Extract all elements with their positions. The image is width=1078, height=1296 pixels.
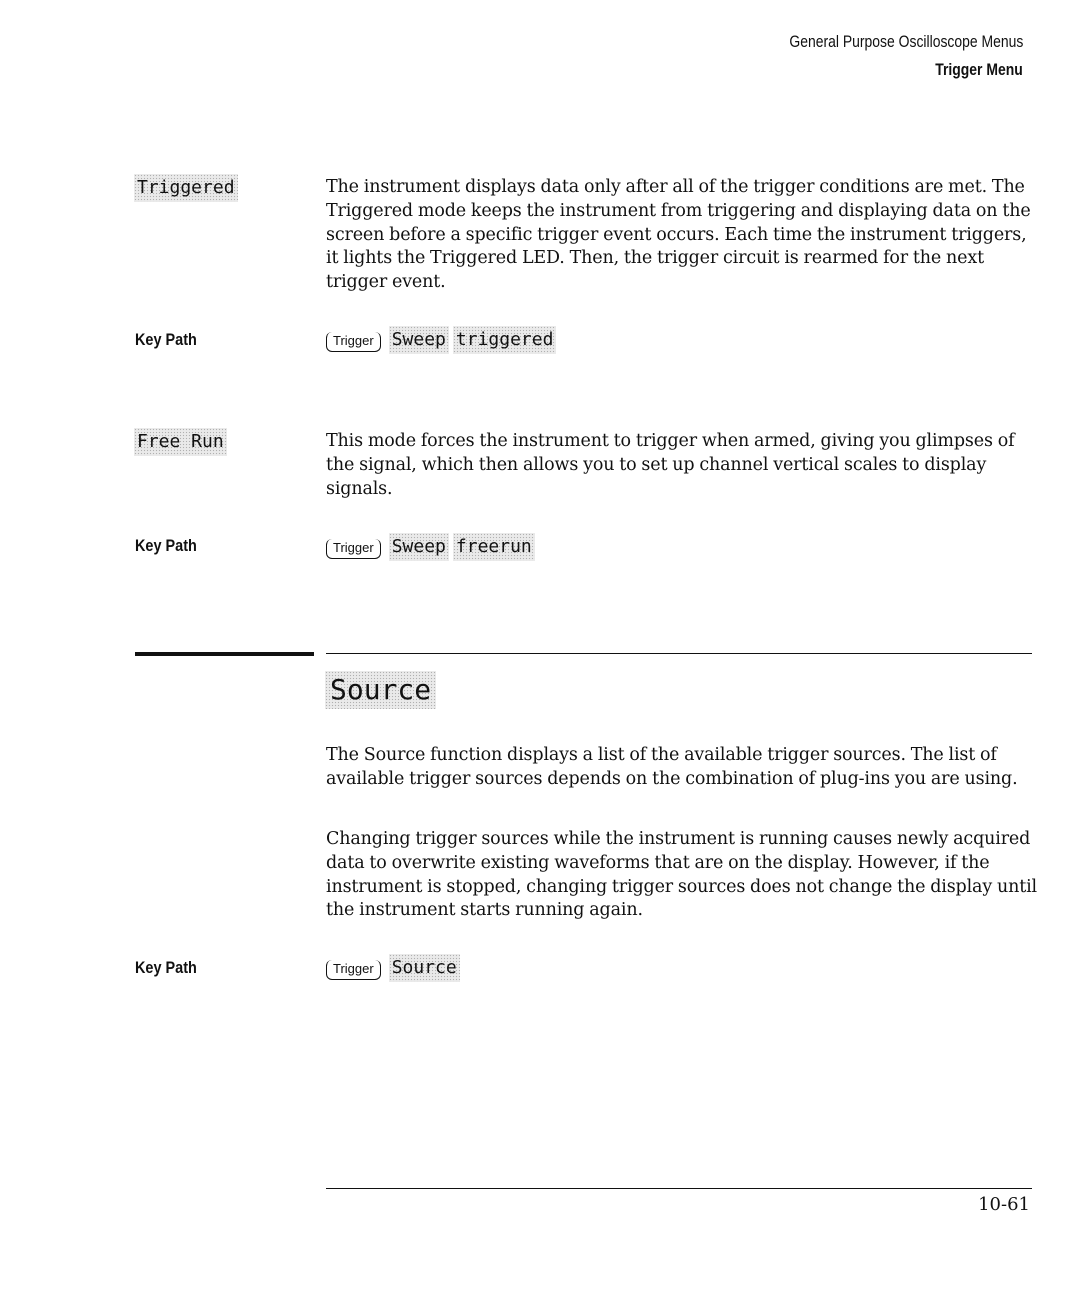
free-run-softkey: Free Run bbox=[134, 428, 227, 456]
sweep-softkey: Sweep bbox=[389, 326, 449, 354]
trigger-hardkey: Trigger bbox=[326, 960, 381, 980]
triggered-mode-softkey: triggered bbox=[453, 326, 557, 354]
section-rule-thin bbox=[326, 653, 1032, 654]
trigger-hardkey: Trigger bbox=[326, 539, 381, 559]
running-header-chapter: Trigger Menu bbox=[935, 60, 1023, 79]
source-heading: Source bbox=[325, 671, 436, 709]
triggered-key-path-label: Key Path bbox=[135, 330, 197, 349]
free-run-key-path bbox=[326, 533, 535, 561]
free-run-key-path-label: Key Path bbox=[135, 536, 197, 555]
section-rule-thick bbox=[135, 652, 314, 656]
page-number: 10-61 bbox=[978, 1194, 1030, 1215]
triggered-softkey: Triggered bbox=[134, 174, 238, 202]
source-paragraph-1: The Source function displays a list of the available trigger sources. The list of available trigger sources depends on the combination of plug-ins you are using. bbox=[326, 745, 1018, 789]
source-key-path bbox=[326, 954, 460, 982]
source-key-path-label: Key Path bbox=[135, 958, 197, 977]
free-run-description: This mode forces the instrument to trigger when armed, giving you glimpses of the signal, which then allows you to set up channel vertical scales to display signals. bbox=[326, 431, 1015, 499]
source-paragraph-2: Changing trigger sources while the instrument is running causes newly acquired data to overwrite existing waveforms that are on the display. However, if the instrument is stopped, changing trigger sources does not change the display until the instrument starts running again. bbox=[326, 829, 1038, 921]
footer-rule bbox=[326, 1188, 1032, 1189]
source-softkey: Source bbox=[389, 954, 460, 982]
running-header-section: General Purpose Oscilloscope Menus bbox=[788, 32, 1023, 51]
triggered-key-path bbox=[326, 326, 556, 354]
trigger-hardkey: Trigger bbox=[326, 332, 381, 352]
sweep-softkey: Sweep bbox=[389, 533, 449, 561]
triggered-description: The instrument displays data only after all of the trigger conditions are met. The Triggered mode keeps the instrument from triggering and displaying data on the screen before a specific trigger event occurs. Each time the instrument triggers, it lights the Triggered LED. Then, the trigger circuit is rearmed for the next trigger event. bbox=[326, 177, 1031, 293]
freerun-softkey: freerun bbox=[453, 533, 535, 561]
